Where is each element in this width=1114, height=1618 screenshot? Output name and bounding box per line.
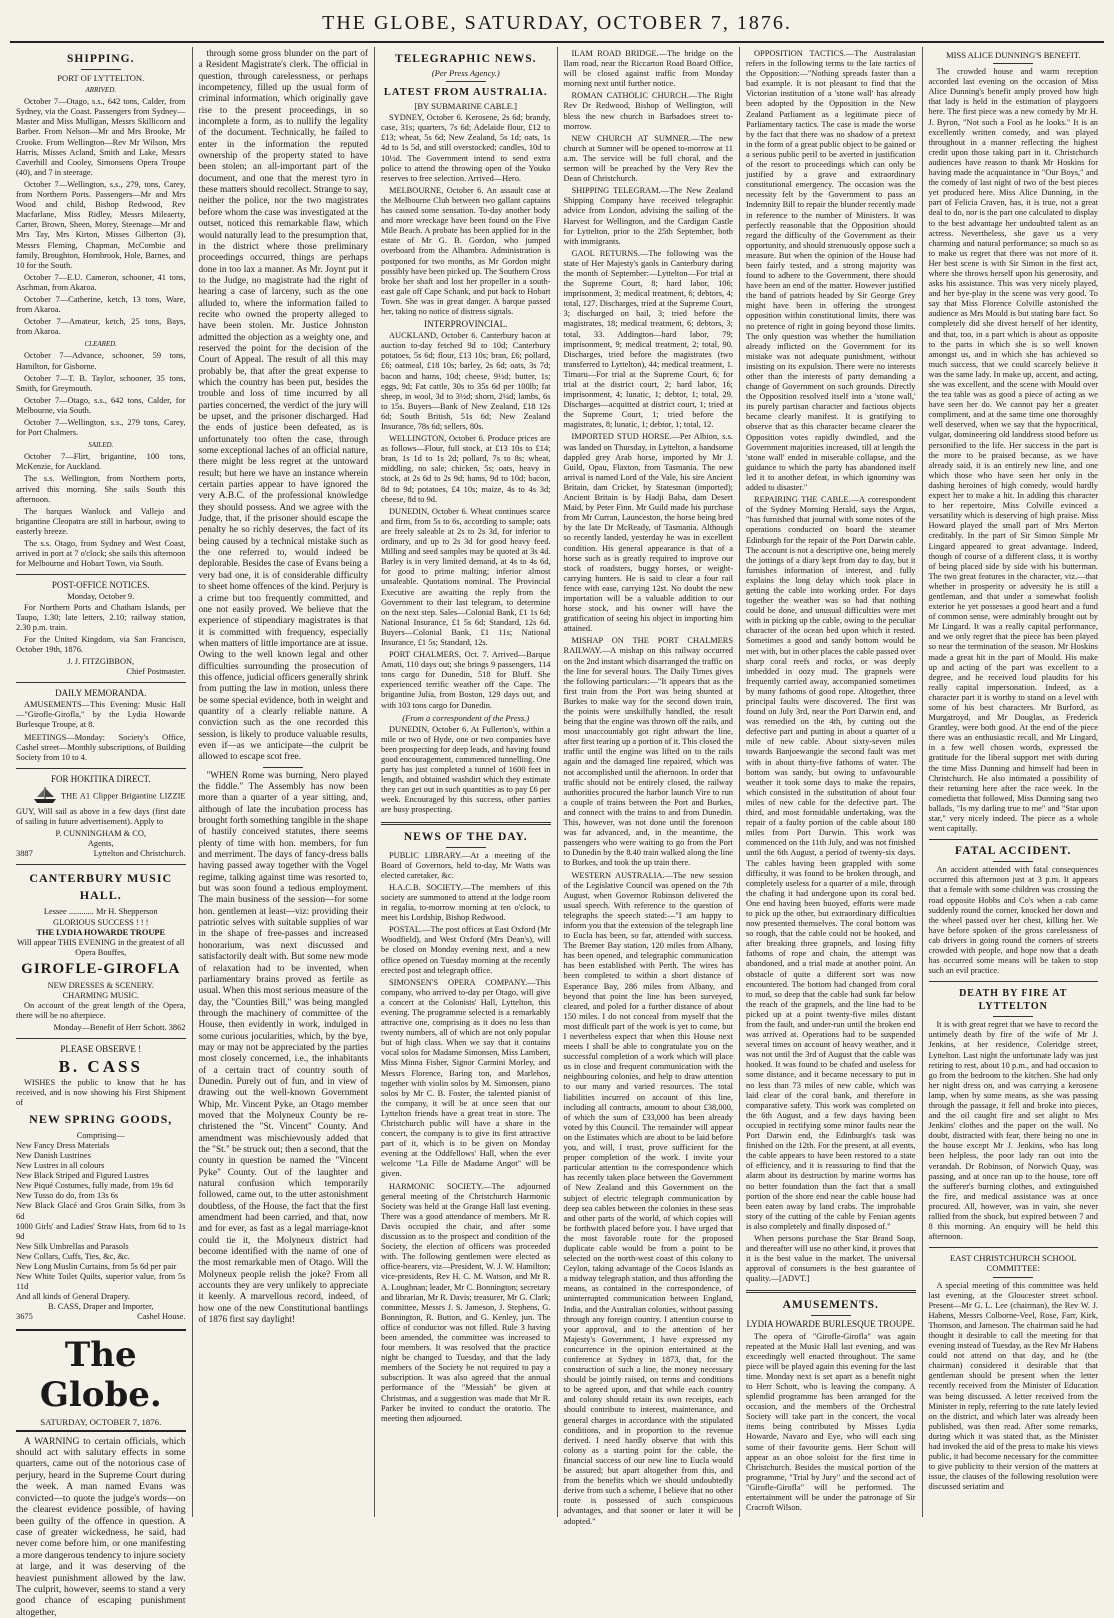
cass-item: New Black Glacé and Gros Grain Silks, from 3s 6d <box>16 1201 186 1221</box>
hokitika-heading: FOR HOKITIKA DIRECT. <box>50 773 151 784</box>
telegram-port-chalmers: PORT CHALMERS, Oct. 7. Arrived—Barque Amati, 110 days out; she brings 9 passengers, 114 tons cargo for Dunedin, 518 for Bluff. She experienced terrific weather off the Cape. The brigantine Julia, from Boston, 129 days out, and with 103 tons cargo for Dunedin. <box>381 650 551 710</box>
cass-item: New White Toilet Quilts, superior value, from 5s 11d <box>16 1272 186 1292</box>
divider <box>81 69 121 70</box>
port-heading: PORT OF LYTTELTON. <box>57 73 145 83</box>
shipping-note: The barques Wanlock and Vallejo and brigantine Cleopatra are still in harbour, owing to easterly breeze. <box>16 506 186 536</box>
accident-heading: FATAL ACCIDENT. <box>955 845 1072 858</box>
telegram-melbourne: MELBOURNE, October 6. An assault case at the Melbourne Club between two gallant captains has caused some sensation. To-day another body and more wreckage have been found on the Five Mile Beach. A probate has been applied for in the estate of Mr G. B. Gordon, who jumped overboard from the Alhambra. Administration is postponed for two months, as Mr Gordon might possibly have been picked up. The Southern Cross broke her shaft and lost her propeller in a south-east gale off Cape Schank, and put back to Hobart Town. She was in great danger. A barque passed her, taking no notice of distress signals. <box>381 185 551 316</box>
music-hall-dresses: NEW DRESSES & SCENERY. <box>47 980 154 990</box>
cass-item: New Fancy Dress Materials <box>16 1140 110 1150</box>
review-paragraph: The crowded house and warm reception accorded last evening on the occasion of Miss Alice Dunning's benefit amply proved how high that lady is held in the estimation of playgoers here. The first piece was a new comedy by Mr H. J. Byron, "Not such a Fool as he looks." It is an excellently written comedy, and was played throughout in a manner reflecting the highest credit upon those taking part in it. Christchurch audiences have reason to thank Mr Hoskins for having made the acquaintance in "Our Boys," and the comedy of last night of two of the best pieces yet produced here. Miss Alice Dunning, in the part of Felicia Craven, has, it is true, not a great deal to do, nor is the part one calculated to display to the best advantage her undoubted talent as an actress. Nevertheless, she gave us a very charming and natural performance; so much so as to make us regret that there was not more of it. Her best scene is with Sir Simon in the first act, where she throws herself upon his generosity, and asks his assistance. This was very nicely played, and her bye-play in the scene was very good. To say that Miss Florence Colville astonished the audience as Mrs Mould is but stating bare fact. So completely did she divest herself of her identity, and that, too, in a part which is about as opposite to the parts in which she is so well known amongst us, and in which she has achieved so much success, that we could scarcely believe it was the same lady. In make up, accent, and acting, she was excellent, and the scene with Mould over the tea table was as good a piece of acting as we have seen her do. We cannot pay her a greater compliment, and at the same time one thoroughly well deserved, when we say that the hypocritical, vulgar, domineering old landdress stood before us personified to the life. Her success in the part is the more to be praised because, as we have already said, it is an entirely new line, and one which those who have seen her only in the dashing heroines of high comedy, would hardly expect her to make a hit. In adding this character to her repertoire, Miss Colville evinced a versatility which is deserving of high praise. Miss Howard played the small part of Mrs Merton creditably. In the part of Sir Simon Simple Mr Lingard appeared to great advantage. Indeed, though of course of a different class, it is worthy of being placed side by side with his butterman. The two great features in the character, viz.—that whether in prosperity or adversity he is still a gentleman, and that under a somewhat foolish exterior he yet possesses a good heart and a fund of common sense, were admirably brought out by Mr Lingard. It was a really capital performance, and we only regret that the piece has been played so near the termination of the season. Mr Hoskins made a great hit in the part of Mould. His make up and acting of the part was excellent to a degree, and he received loud plaudits for his really capital impersonation. Indeed, as a character part it is worthy to stand on a level with some of his best characters. Mr Burford, as Murgatroyd, and Mr Douglas, as Frederick Grantley, were both good. At the end of the piece there was an enthusiastic recall, and Mr Lingard, in a few well chosen words, expressed the gratitude for the liberal support met with during the time Miss Dunning and himself had been in Christchurch. He also intimated a possibility of their returning here after the race week. In the comedietta that followed, Miss Dunning sang two ballads, "Is my darling true to me" and "Star upon star," very nicely indeed. The piece as a whole went capitally. <box>928 67 1098 834</box>
news-heading: NEWS OF THE DAY. <box>403 830 528 843</box>
divider <box>263 767 303 768</box>
divider <box>446 81 486 82</box>
lydia-heading: LYDIA HOWARDE BURLESQUE TROUPE. <box>746 1319 915 1330</box>
masthead: THE GLOBE, SATURDAY, OCTOBER 7, 1876. <box>10 8 1104 43</box>
advertisement-note: When persons purchase the Star Brand Soap, and thereafter will use no other kind, it proves that it is the best value in the market. The universal approval of consumers is the best guarantee of quality.—[ADVT.] <box>746 1233 916 1284</box>
arrival-entry: October 7—E.U. Cameron, schooner, 41 tons, Aschman, from Akaroa. <box>16 272 186 292</box>
cass-item: New Black Striped and Figured Lustres <box>16 1171 149 1181</box>
divider <box>16 574 186 575</box>
fire-paragraph: It is with great regret that we have to record the untimely death by fire of the wife of Mr J. Jenkins, at her residence, Coleridge street, Lyttelton. Last night the unfortunate lady was just retiring to rest, about 10 p.m., and had occasion to go from the bedroom to the kitchen. She had only her night dress on, and was carrying a kerosene lamp, when by some means, as she was passing through the passage, it fell and broke into pieces, and the oil caught fire and set alight to Mrs Jenkins' clothes and the paper on the wall. No doubt, distracted with fear, there being no one in the house except Mr J. Jenkins, who has long been helpless, the poor lady ran out into the verandah. Dr Robinson, of Norwich Quay, was passing, and at once ran up to the house, tore off the sufferer's burning clothes, and extinguished the fire, and medical assistance was at once procured. All, however, was in vain, she never rallied from the shock, but expired between 7 and 8 this morning. An enquiry will be held this afternoon. <box>928 1020 1098 1242</box>
cass-item: New Lustres in all colours <box>16 1161 105 1171</box>
editorial-paragraph: through some gross blunder on the part of a Resident Magistrate's clerk. The official in question, through carelessness, or perhaps incompetency, filled up the usual form of criminal information, which originally gave rise to the present proceedings, in so incomplete a form, as to nullify the legality of the document. Technically, he failed to enter in the information the reputed ownership of the property stated to have been stolen; an all-important part of the document, and one that the merest tyro in these matters should recollect. Strange to say, neither the police, nor the two magistrates before whom the case was investigated at the outset, noticed this remarkable flaw, which would naturally lead to the presumption that, in the district where those preliminary proceedings occurred, things are perhaps done in too lax a manner. As Mr. Joynt put it to the Judge, no magistrate had the right of hearing a case of larceny, such as the one alluded to, where the information failed to recite who owned the property alleged to have been stolen. Mr. Justice Johnston admitted the objection as a weighty one, and reserved the point for the decision of the Court of Appeal. The result of all this may probably be, that after the great expense to which the country has been put, besides the trouble and loss of time incurred by all parties concerned, the verdict of the jury will be upset, and the prisoner discharged. Had the ends of justice been defeated, as is unfortunately too often the case, through some exceptional laches of an official nature, there might be less regret at the untoward result; but here we have an instance wherein certain parties appear to have ignored the very A.B.C. of the professional knowledge they should possess. And we agree with the Judge, that, if the prisoner should escape the penalty he so richly deserves, the fact of its being caused by a technical mistake such as the one referred to, would indeed be deplorable. Besides the case of Evans being a very bad one, it is of considerable difficulty to sheet home offences of the kind. Perjury is a crime but too frequently committed, and one not easily proved. We believe that the experience of stipendiary magistrates is that it is committed with frequency, especially when matters of little importance are at issue. Owing to the well known legal and other difficulties surrounding the prosecution of this offence, judicial officers generally shrink from putting the law in motion, unless there be some special evidence, both in weight and quantity of a clearly reliable nature. A conviction such as the one recorded this session, is likely to produce valuable results, even if—as we anticipate—the culprit be allowed to escape scot free. <box>198 49 368 763</box>
divider <box>16 768 186 769</box>
column-3 <box>375 47 558 1517</box>
shipping-note: The s.s. Wellington, from Northern ports, arrived this morning. She sails South this afternoon. <box>16 474 186 504</box>
news-item: PUBLIC LIBRARY.—At a meeting of the Board of Governors, held to-day, Mr Watts was elected caretaker, &c. <box>381 850 551 880</box>
music-hall-opera: GIROFLE-GIROFLA <box>21 960 181 977</box>
cass-comprising: Comprising— <box>76 1130 125 1140</box>
news-item: ROMAN CATHOLIC CHURCH.—The Right Rev Dr Redwood, Bishop of Wellington, will bless the new church in Barbadoes street to-morrow. <box>563 91 733 131</box>
cass-item: New Piqué Costumes, fully made, from 19s 6d <box>16 1181 174 1191</box>
shipping-note: The s.s. Otago, from Sydney and West Coast, arrived in port at 7 o'clock; she sails this afternoon for Melbourne and Hobart Town, via South. <box>16 539 186 569</box>
cleared-entry: October 7—Otago, s.s., 642 tons, Calder, for Melbourne, via South. <box>16 395 186 415</box>
amusements-heading: AMUSEMENTS. <box>782 1299 879 1312</box>
telegram-sydney: SYDNEY, October 6. Kerosene, 2s 6d; brandy, case, 31s; quarters, 7s 6d; Adelaide flour, £12 to £13; wheat, 5s 6d; New Zealand, 5s 1d; oats, 1s 4d to 1s 5d, and still overstocked; candles, 10d to 10½d. The Government intend to send extra police to attend the throwing open of the Youko reserves to free selection. Arrived—Hero. <box>381 113 551 183</box>
music-hall-charming: CHARMING MUSIC. <box>62 991 139 1001</box>
telegram-wellington: WELLINGTON, October 6. Produce prices are as follows—Flour, full stock, at £13 10s to £14; bran, 1s 1d to 1s 2d; pollard, 7s to 8s; wheat, middling, no sale; chicken, 5s; oats, heavy in stock, at 2s 6d to 2s 9d; hams, 9d to 10d; bacon, 8d to 9d; potatoes, £4 10s; maize, 4s to 4s 3d; cheese, 8d to 9d. <box>381 434 551 504</box>
shipping-heading: SHIPPING. <box>67 53 135 65</box>
divider <box>16 682 186 683</box>
cass-address: Cashel House. <box>137 1312 186 1322</box>
hokitika-agent: P. CUNNINGHAM & CO, <box>55 829 146 839</box>
benefit-heading: MISS ALICE DUNNING'S BENEFIT. <box>945 50 1081 60</box>
news-item: ILAM ROAD BRIDGE.—The bridge on the Ilam road, near the Riccarton Road Board Office, will be closed against traffic from Monday morning next until further notice. <box>563 49 733 89</box>
post-office-heading: POST-OFFICE NOTICES. <box>51 580 150 591</box>
cass-signature: B. CASS, Draper and Importer, <box>48 1302 154 1312</box>
dateline: SATURDAY, OCTOBER 7, 1876. <box>16 1417 186 1432</box>
news-item: H.A.C.B. SOCIETY.—The members of this society are summoned to attend at the lodge room in regalia, to-morrow morning at ten o'clock, to meet his Lordship, Bishop Redwood. <box>381 882 551 923</box>
columns <box>10 47 1104 1618</box>
arrived-heading: ARRIVED. <box>85 86 116 95</box>
divider <box>746 1290 916 1293</box>
column-5 <box>740 47 923 1517</box>
post-notice: For the United Kingdom, via San Francisco, October 19th, 1876. <box>16 634 186 654</box>
cass-item: New Tusso do do, from 13s 6s <box>16 1191 119 1201</box>
hokitika-agent-title: Agents, <box>87 839 114 849</box>
telegraphic-heading: TELEGRAPHIC NEWS. <box>394 53 537 65</box>
editorial-paragraph: "WHEN Rome was burning, Nero played the fiddle." The Assembly has now been more than a quarter of a year sitting, and, although of late the incubation process has brought forth something tangible in the shape of hastily conceived statutes, there seems plenty of time with hon. members, for fun and merriment. The days of fancy-dress balls having passed away together with the Vogel regime, talking against time was resorted to, but was soon found a tedious employment. The main business of the session—for some hon. gentlemen at least—viz: providing their patriotic selves with suitable supplies of war in the shape of free-passes and increased honorarium, was next discussed and satisfactorily dealt with. But some new mode of relaxation had to be invented, when parliamentary brains proved as fertile as usual. When this most serious measure of the day, the "Counties Bill," was being mangled through the machinery of committee of the House, then evidently in work, indulged in some curious jocularities, which, by the bye, may or may not be appreciated by the parties most closely concerned, i.e., the inhabitants of a certain tract of country south of Dunedin. Purely out of fun, and in view of drawing out the well-known Government Whip, Mr. Vincent Pyke, an Otago member moved that the Molyneux County be re-christened the "St. Vincent" County. And amendment was mischievously added that the "St." be struck out; then a second, that the county in question be named the "Vincent Pyke" County. Out of the laughter and natural confusion which temporarily followed, came out, to the utter astonishment doubtless, of the House, the fact that the first amendment had been carried, and that, now and for ever, as fast as a legal marriage-knot could tie it, the Molyneux district had become identified with the name of one of the most remarkable men of Otago. Will the Molyneux people relish the joke? From all accounts they are very unlikely to appreciate it keenly. A marvellous record, indeed, of how one of the new Constitutional bantlings of 1876 first say daylight! <box>198 770 368 1326</box>
music-hall-appear: Will appear THIS EVENING in the greatest of all Opera Bouffes, <box>17 937 185 957</box>
divider <box>16 864 186 865</box>
ad-number: 3887 <box>16 849 33 859</box>
column-1 <box>10 47 193 1618</box>
observe-heading: PLEASE OBSERVE ! <box>60 1044 142 1055</box>
post-date: Monday, October 9. <box>67 592 135 602</box>
hokitika-location: Lyttelton and Christchurch. <box>93 849 186 859</box>
cleared-heading: CLEARED. <box>84 340 117 349</box>
divider <box>929 839 1099 840</box>
arrival-entry: October 7—Otago, s.s., 642 tons, Calder, from Sydney, via the Coast. Passengers from Sydney—Master and Miss Mulligan, Messrs Skillicorn and Barber. From Nelson—Mr and Mrs Brooke, Mr Crooke. From Wellington—Rev Mr Wilson, Mrs Harris, Misses Acland, Smith and Lake, Messrs Caverhill and Cooley, Simonsens Opera Troupe (40), and 7 in steerage. <box>16 97 186 177</box>
column-2 <box>193 47 376 1517</box>
divider <box>993 861 1033 862</box>
hokitika-ad <box>16 786 186 827</box>
music-hall-success: GLORIOUS SUCCESS ! ! ! <box>53 917 149 927</box>
cass-footer <box>16 1312 186 1322</box>
divider <box>16 1038 186 1039</box>
review-paragraph: The opera of "Girofle-Girofla" was again repeated at the Music Hall last evening, and was exceedingly well enacted throughout. The same piece will be played again this evening for the last time. Monday next is set apart as a benefit night to Herr Schott, who is leaving the company. A splendid programme has been arranged for the occasion, and the members of the Orchestral Society will take part in the concert, the vocal items being contributed by Misses Lydia Howarde, Navaro and Eye, who will each sing some of their favourite gems. Herr Schott will appear as an oboe soloist for the first time in Christchurch. Besides the musical portion of the programme, "Trial by Jury" and the second act of "Girofle-Girofla" will be performed. The entertainment will be under the patronage of Sir Cracroft Wilson. <box>746 1331 916 1513</box>
correspondent-subhead: (From a correspondent of the Press.) <box>402 712 530 723</box>
cass-item: 1000 Girls' and Ladies' Straw Hats, from 6d to 1s 9d <box>16 1221 186 1241</box>
divider <box>446 847 486 848</box>
arrival-entry: October 7—Amateur, ketch, 25 tons, Bays, from Akaroa. <box>16 317 186 337</box>
postmaster-title: Chief Postmaster. <box>126 667 186 677</box>
news-item: IMPORTED STUD HORSE.—Per Albion, s.s. was landed on Thursday, in Lyttelton, a handsome dappled grey Arab horse, imported by Mr J. Guild, Opau, Flaxton, from Tasmania. The new arrival is named Lord of the Vale, his sire Ancient Britain, dam Cricket, by Statesman (imported); Ancient Britain is by Hadji Baba, dam Desert Maid, by Peter Finn. Mr Guild made his purchase from Mr Curran, Launceston, the horse being bred by the late Dr McReady, of Tasmania. Although so recently landed, yesterday he was in excellent condition. His general appearance is that of a horse such as is greatly required to improve our stock of roadsters, buggy horses, or weight-carrying hunters. He is said to clear a four rail fence with ease, carrying 12st. No doubt the new importation will be a valuable addition to our horse stock, and his owner will have the gratification of seeing his object in importing him attained. <box>563 432 733 634</box>
telegram-auckland: AUCKLAND, October 6. Canterbury bacon at auction to-day fetched 9d to 10d; Canterbury potatoes, 5s 6d; flour, £13 10s; bran, £6; pollard, £6; oatmeal, £18 10s; barley, 2s 6d; oats, 3s 7d; bacon and hams, 10d; cheese, 9½d; butter, 1s; eggs, 9d; Fat cattle, 30s to 35s 6d per 100lb; fat sheep, in wool, 3d to 3½d; shorn, 2¼d; lambs, 6s to 15s. Buyers—Bank of New Zealand, £18 12s 6d; South British, 51s 6d; New Zealand Insurance, 78s 6d; sellers, 80s. <box>381 331 551 431</box>
cleared-entry: October 7—T. B. Taylor, schooner, 35 tons, Smith, for Greymouth. <box>16 373 186 393</box>
cleared-entry: October 7—Wellington, s.s., 279 tons, Carey, for Port Chalmers. <box>16 418 186 438</box>
fire-heading: DEATH BY FIRE AT LYTTELTON <box>959 988 1068 1013</box>
memo-item: MEETINGS—Monday: Society's Office, Cashel street—Monthly subscriptions, of Building Society from 10 to 4. <box>16 732 186 762</box>
news-item: NEW CHURCH AT SUMNER.—The new church at Sumner will be opened to-morrow at 11 a.m. The service will be full choral, and the sermon will be preached by the Very Rev the Dean of Christchurch. <box>563 133 733 184</box>
divider <box>993 1016 1033 1017</box>
music-hall-title: CANTERBURY MUSIC HALL. <box>29 871 173 903</box>
editorial-paragraph: A WARNING to certain officials, which should act with salutary effects in some quarters, came out of the notorious case of perjury, heard in the Supreme Court during the week. A man named Evans was convicted—to quote the judge's words—on the clearest evidence possible, of having been guilty of the offence in question. A case of greater wickedness, he said, had never come before him, or one manifesting a more dangerous tendency to injure society at large, and it was deserving of the heaviest punishment allowed by the law. The culprit, however, seems to stand a very good chance of escaping punishment altogether, <box>16 1435 186 1618</box>
cass-goods: NEW SPRING GOODS, <box>29 1111 173 1126</box>
news-item: SIMONSEN'S OPERA COMPANY.—This company, who arrived to-day per Otago, will give a concert at the Colonists' Hall, Lyttelton, this evening. The programme selected is a remarkably attractive one, comprising as it does no less than twenty numbers, all of which are not only popular but of high class. When we say that it contains vocal solos for Madame Simonsen, Miss Lambert, Miss Minna Fisher, Signor Carmini Morley, and Messrs Florence, Baring ton, and Marlehos, together with violin solos by M. Simonsen, piano solos by Mr C. B. Foster, the talented pianist of the company, it will be at once seen that our Lyttelton friends have a great treat in store. The Christchurch public will have a share in the concert, the company is to give its first attractive part of it, which is to be given on Monday evening at the Oddfellows' Hall, when the ever welcome "La Fille de Madame Angot" will be given. <box>381 977 551 1179</box>
news-item: HARMONIC SOCIETY.—The adjourned general meeting of the Christchurch Harmonic Society was held at the Grange Hall last evening. There was a good attendance of members. Mr R. Davis occupied the chair, and after some discussion as to the prospect and condition of the Society, the election of officers was proceeded with. The following gentlemen were elected as office-bearers, viz—President, W. J. W. Hamilton; vice-presidents, Rev H. C. M. Watson, and Mr R. A. Loughnan; leader, Mr C. Bonnington; secretary and librarian, Mr R. Davis; treasurer, Mr G. Clark; committee, Messrs J. S. Jameson, J. Stephens, G. Bonnington, R. Button, and G. Kenley, jun. The office of conductor was not filled. Rule 3 having been amended, the committee was increased to four members. It was resolved that the practice night be changed to Tuesday, and that the lady members of the Society be not required to pay a subscription. It was also agreed that the annual performance of the "Messiah" be given at Christmas, and a suggestion was made that Mr R. Parker be invited to conduct the oratorio. The meeting then adjourned. <box>381 1181 551 1423</box>
post-notice: For Northern Ports and Chatham Islands, per Taupo, 1.30; late letters, 2.10; railway station, 2.30 p.m. train. <box>16 602 186 632</box>
interprovincial-heading: INTERPROVINCIAL. <box>424 319 508 330</box>
ad-number: 3675 <box>16 1312 33 1322</box>
hokitika-footer <box>16 849 186 859</box>
cass-item: And all kinds of General Drapery. <box>16 1292 130 1302</box>
telegram-dunedin: DUNEDIN, October 6. Wheat continues scarce and firm, from 5s to 6s, according to sample; oats are freely saleable at 2s to 2s 3d, for inferior to ordinary, and up to 2s 3d for good heavy feed. Milling and seed samples may be quoted at 3s 4d. Barley is in very limited demand, at 4s to 4s 6d, for good to prime malting; inferior almost unsaleable. Quotations nominal. The Provincial Executive are awaiting the reply from the Government to their last telegram, to determine on the next step. Sales—Colonial Bank, £1 1s 6d; National Insurance, £1 5s 6d; Standard, 12s 6d. Buyers—Colonial Bank, £1 11s; National Insurance, £1 5s; Standard, 12s. <box>381 506 551 647</box>
divider <box>929 1247 1099 1248</box>
news-item: SHIPPING TELEGRAM.—The New Zealand Shipping Company have received telegraphic advice from London, advising the sailing of the Harvest for Wellington, and the Cardigan Castle for Lyttelton, prior to the 25th September, both with immigrants. <box>563 186 733 246</box>
ship-icon <box>24 786 58 807</box>
news-item: GAOL RETURNS.—The following was the state of Her Majesty's gaols in Canterbury during the month of September:—Lyttelton—For trial at the Supreme Court, 8; hard labor, 106; imprisonment, 3; medical treatment, 6; debtors, 4; total, 127. Discharges, tried at the Supreme Court, 3; discharged on bail, 3; tried before the magistrates, 18; medical treatment, 6; debtors, 3; total, 33. Addington—hard labor, 79; imprisonment, 9; medical treatment, 2; total, 90. Discharges, tried before the magistrates (two transferred to Lyttelton), 44; medical treatment, 1. Timaru—For trial at the Supreme Court, 6; for trial at the district court, 2; hard labor, 16; imprisonment, 4; lunatic, 1; debtor, 1; total, 29. Discharges—acquitted at district court, 1; tried at the Supreme Court, 1; tried before the magistrates, 8; lunatic, 1; debtor, 1; total, 12. <box>563 248 733 430</box>
cass-item: New Collars, Cuffs, Ties, &c, &c. <box>16 1251 130 1261</box>
australia-heading: LATEST FROM AUSTRALIA. <box>383 87 548 99</box>
music-hall-benefit: Monday—Benefit of Herr Schott. 3862 <box>53 1023 186 1033</box>
memo-item: AMUSEMENTS—This Evening: Music Hall—"Girofle-Girofla," by the Lydia Howarde Burlesque Troupe, at 8. <box>16 700 186 730</box>
cleared-entry: October 7—Advance, schooner, 59 tons, Hamilton, for Gisborne. <box>16 351 186 371</box>
column-4 <box>558 47 741 1526</box>
globe-title: The Globe. <box>16 1329 186 1415</box>
cass-title: B. CASS <box>58 1056 143 1076</box>
postmaster-signature: J. J. FITZGIBBON, <box>67 656 135 666</box>
cass-item: New Silk Umbrellas and Parasols <box>16 1241 129 1251</box>
hokitika-text: THE A1 Clipper Brigantine LIZZIE GUY, Will sail as above in a few days (first date of sailing in future advertisement). Apply to <box>16 791 186 827</box>
sailed-heading: SAILED. <box>88 441 114 450</box>
music-hall-lessee: Lessee ............ Mr H. Shepperson <box>43 907 158 917</box>
cass-item: New Danish Lustrines <box>16 1150 91 1160</box>
arrival-entry: October 7—Wellington, s.s., 279, tons, Carey, from Northern Ports. Passengers—Mr and Mrs Wood and child, Bishop Redwood, Rev Macfarlane, Miss Ridley, Messrs Mileaerty, Carter, Brown, Sheen, Morey, Steenage—Mr and Mrs Tay, Mrs Kirton, Misses Gilberton (3), Messrs Fleming, Chapman, McCombie and family, Broughton, Hornbrook, Hole, Barnes, and 10 for the South. <box>16 179 186 270</box>
cable-subhead: [BY SUBMARINE CABLE.] <box>414 101 518 112</box>
music-hall-troupe: THE LYDIA HOWARDE TROUPE <box>36 927 166 937</box>
divider <box>993 1277 1033 1278</box>
divider <box>993 63 1033 64</box>
press-agency: (Per Press Agency.) <box>431 68 500 78</box>
column-6 <box>923 47 1105 1517</box>
arrival-entry: October 7—Catherine, ketch, 13 tons, Ware, from Akaroa. <box>16 294 186 315</box>
news-item: POSTAL.—The post offices at East Oxford (Mr Woodfield), and West Oxford (Mrs Dean's), will be closed on Monday evening next, and a new office opened on Tuesday morning at the recently erected post and telegraph office. <box>381 925 551 975</box>
school-heading: EAST CHRISTCHURCH SCHOOL COMMITTEE: <box>950 1253 1077 1274</box>
divider <box>381 822 551 825</box>
cass-text: WISHES the public to know that he has received, and is now showing his First Shipment of <box>16 1077 186 1107</box>
news-item: WESTERN AUSTRALIA.—The new session of the Legislative Council was opened on the 7th August, when Governor Robinson delivered the usual speech. With reference to the question of telegraphs the speech stated:—"I am happy to inform you that the extension of the telegraph line to Eucla has been, so far, attended with success. The Bremer Bay station, 120 miles from Albany, has been opened, and telegraphic communication has been established with Perth. The wires has been completed to within a short distance of Esperance Bay, 286 miles from Albany, and beyond that point the line has been surveyed, cleared, and poled for a further distance of about 150 miles. I do not conceal from myself that the most difficult part of the work is yet to come, but I nevertheless expect that when this House next meets I shall be able to congratulate you on the successful completion of a work which will place us in close and frequent communication with the neighbouring colonies, and help to draw attention to our many and varied resources. The total liabilities incurred on account of this line, including all contracts, amount to about £38,000, of which the sum of £33,000 has been already voted by this Council. The remainder will appear on the Estimates which are about to be laid before you, and will, I trust, prove sufficient for the proper completion of the work. I invite your particular attention to the correspondence which has recently taken place between the Government of New Zealand and this Government on the subject of electric telegraph communication by deep sea cables between the colonies in these seas and other parts of the world, of which copies will be forthwith placed before you. I have urged that the most favorable route for the proposed duplicate cable would be from a point to be selected on the north-west coast of this colony to Ceylon, taking advantage of the Cocos Islands as a midway telegraph station, and thus affording the means, as contained in the correspondence, of uninterrupted communication between England, India, and the Australian colonies, without passing through any foreign country. I attention course to your approval, and to the attention of her Majesty's Government, I have expressed my concurrence in the opinion entertained at the conference at Sydney in 1873, that, for the construction of such a line, the money necessary should be jointly raised, on terms and conditions to be agreed upon, and that while each country and colony should retain its own receipts, each should contribute to interest, maintenance, and general charges in accordance with the stipulated conditions, and in proportion to the revenue derived. I need hardly observe that with this colony as a starting point for the cable, the financial success of our new line to Eucla would be assured; but apart altogether from this, and from the benefits which we should undoubtedly derive from such a scheme, I believe that no other route is possessed of such conspicuous advantages, and that sooner or later it will be adopted." <box>563 870 733 1526</box>
school-paragraph: A special meeting of this committee was held last evening, at the Gloucester street school. Present—Mr G. L. Lee (chairman), the Rev W. J. Habens, Messrs Colborne-Veel, Rose, Farr, Kirk, Thomson, and Jameson. The chairman said he had thought it desirable to call the meeting for that evening instead of Tuesday, as the Rev Mr Habens could not attend on that day, and he (the chairman) considered it desirable that that gentleman should be present when the letter recently received from the Minister of Education was being discussed. A letter received from the Minister in reply, referring to the rate lately levied on the district, and which later was already been published, was then read. After some remarks, during which it was stated that, as the Minister had invoked the aid of the press to make his views public, it had become necessary for the committee to give publicity to their version of the matters at issue, the clauses of the following resolution were discussed seriatim and <box>928 1280 1098 1492</box>
telegram-correspondent: DUNEDIN, October 6. At Fullerton's, within a mile or two of Hyde, one or two companies have been prospecting for deep leads, and having found good encouragement, commenced tunnelling. One party has just completed a tunnel of 1600 feet in length, and obtained washdirt which they estimate they can get out in such quantities as to pay £6 per week. Encouraged by this success, other parties are busy prospecting. <box>381 724 551 815</box>
music-hall-account: On account of the great length of the Opera, there will be no afterpiece. <box>16 1001 186 1021</box>
sailed-entry: October 7—Flirt, brigantine, 100 tons, McKenzie, for Auckland. <box>16 452 186 472</box>
news-item: REPAIRING THE CABLE.—A correspondent of the Sydney Morning Herald, says the Argus, "has furnished that journal with some notes of the operations conducted on board the steamer Edinburgh for the repair of the Port Darwin cable. The account is not a descriptive one, being merely the jottings of a diary kept from day to day, but it furnishes information of interest, and fully explains the long delay which took place in getting the cable into working order. For days together the weather was so bad that nothing could be done, and unusual difficulties were met with in picking up the cable, owing to the peculiar character of the ocean bed upon which it rested. Sometimes a good and sandy bottom would be met with, but in other places the cable passed over sharp coral reefs and rocks, or was deeply imbedded in oozy mud. The grapnels were frequently carried away, accompanied sometimes by many fathoms of good rope. Altogether, three principal faults were discovered. The first was found on July 3rd, near the Port Darwin end, and was remedied on the 4th, by cutting out the defective part and putting in about a quarter of a mile of new cable. About sixty-seven miles towards Banjoewangie the second fault was met with in about thirty-five fathoms of water. The bottom was sandy, but owing to unfavourable weather it took some days to make the repairs, which consisted in the substitution of about four miles of new cable for the defective part. The third, and most formidable undertaking, was the repair of a faulty portion of the cable about 180 miles from Port Darwin. This work was commenced on the 11th July, and was not finished until the 6th August, a period of twenty-six days. The cables having been grappled with some difficulty, it was found to be broken through, and completely useless for a quarter of a mile, through the chafing it had undergone upon its coral bed. One end having been buoyed, efforts were made to pick up the other, but extraordinary difficulties now presented themselves. The coral bottom was so rough, that the cable could not be hooked, and after breaking three grapnels, and losing fifty fathoms of rope and chain, the attempt was abandoned, and a trial made at another point. An obstacle of quite a different sort was now encountered. The bottom had changed from coral to mud, so deep that the cable had sunk far below the reach of the grapnels, and the line had to be picked up at a point twenty-five miles distant from the fault, and under-run until the broken end was arrived at. Operations had to be suspended several times on account of heavy weather, and it was not until the 3rd of August that the cable was hooked. It was found to be chafed and useless for some distance, and it became necessary to put in no less than 73 miles of new cable, which was laid clear of the coral bank, and therefore in comparative safety. This work was completed on the 6th August, and a few days having been occupied in rectifying some minor faults near the Port Darwin end, the Edinburgh's task was finished on the 12th. For the present, at all events, the cable appears to have been restored to a state of efficiency, and it is reassuring to find that the alarm about its destruction by marine worms has no better foundation than the fact that a small portion of the shore end near the cable house had been eaten away by land crabs. The improbable story of the cutting of the cable by Fenian agents is also completely and finally disposed of." <box>746 495 916 1231</box>
accident-paragraph: An accident attended with fatal consequences occurred this afternoon just at 3 p.m. It appears that a female with some children was crossing the road opposite Hobbs and Co's when a cab came suddenly round the corner, knocked her down and the wheel passed over her chest, killing her. We have before spoken of the gross carelessness of cab drivers in going round the corners of streets crowded with people, and hope now that a death has occurred some means will be taken to stop such an evil practice. <box>928 865 1098 976</box>
news-item: MISHAP ON THE PORT CHALMERS RAILWAY.—A mishap on this railway occurred on the 2nd instant which disarranged the traffic on the line for several hours. The Daily Times gives the following particulars:—"It appears that as the first train from the Port was being shunted at Burkes to make way for the second down train, the points were unskilfully handled, the result being that the engine was thrown off the rails, and most unaccountably got right athwart the line, after first tearing up a portion of it. This closed the traffic until the engine was lifted on to the rails again and the damaged line repaired, which was not accomplished until the afternoon. In order that traffic should not be entirely closed, the railway authorities procured the harbor launch Vire to run a couple of trains between the Port and Burkes, and connect with the trains to and from Dunedin. This, however, was not done until the forenoon was far advanced, and, in the meantime, the passengers who were waiting to go from the Port to Dunedin by the 8.40 train walked along the line to Burkes, and took the up train there. <box>563 636 733 868</box>
divider <box>929 981 1099 982</box>
divider <box>811 1315 851 1316</box>
news-item: OPPOSITION TACTICS.—The Australasian refers in the following terms to the late tactics of the Opposition:—"Nothing spreads faster than a bad example. It is not pleasant to find that the Victorian institution of a 'stone wall' has already been adopted by the Opposition in the New Zealand Parliament as a legitimate piece of Parliamentary tactics. The case is made the worse by the fact that there was no shadow of a pretext in the form of a great public object to be gained or a serious public peril to be averted in justification of the resort to proceedings which can only be justified by a grave and extraordinary constitutional emergency. The occasion was the necessity felt by the Government to pass an Indemnity Bill to repair the blunder recently made in reference to the number of Ministers. It was perfectly reasonable that the Opposition should regard the difficulty of the Government as their opportunity, and should strenuously oppose such a measure. But when the opinion of the House had been fairly tested, and a strong majority was found to adhere to the Government, there should have been an end of the matter. However justified the band of patriots headed by Sir George Grey might have been in offering the strongest opposition within constitutional limits, there was no pretence of right in going beyond those limits. The only question was whether the humiliation already inflicted on the Government for its mistake was not adequate punishment, without insisting on its expulsion. There were no interests other than the interests of party demanding a change of Government on such grounds. Directly the Opposition resolved itself into a 'stone wall,' its purely partisan character and factious objects became clearly manifest. It is gratifying to observe that as this character became clearer the Opposition votes rapidly dwindled, and the Government majorities increased, till at length the 'stone wall' ended in miserable collapse, and the guidance to which the party has abandoned itself led it to another defeat, in which ignominy was added to disaster." <box>746 49 916 493</box>
memoranda-heading: DAILY MEMORANDA. <box>55 688 147 699</box>
cass-item: New Long Muslin Curtains, from 5s 6d per pair <box>16 1262 177 1271</box>
